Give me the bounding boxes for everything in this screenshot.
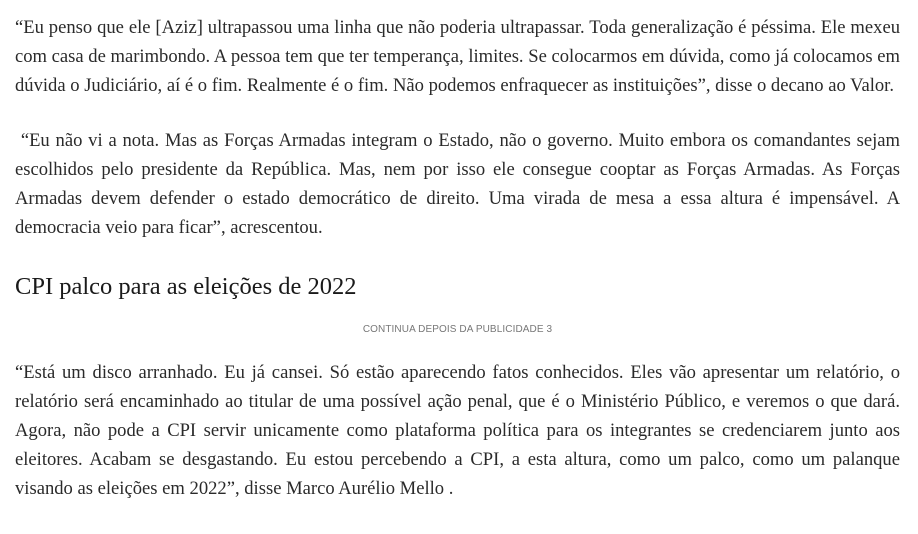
section-heading: CPI palco para as eleições de 2022 — [15, 273, 357, 300]
article-paragraph: “Eu penso que ele [Aziz] ultrapassou uma linha que não poderia ultrapassar. Toda generalização é péssima. Ele mexeu com casa de marimbondo. A pessoa tem que ter temperança, limites. Se colocarmos em dúvida, como já colocamos em dúvida o Judiciário, aí é o fim. Realmente é o fim. Não podemos enfraquecer as instituições”, disse o decano ao Valor. — [15, 17, 901, 96]
article-body — [15, 13, 905, 503]
article-paragraph: “Eu não vi a nota. Mas as Forças Armadas integram o Estado, não o governo. Muito embora os comandantes sejam escolhidos pelo presidente da República. Mas, nem por isso ele consegue cooptar as Forças Armadas. As Forças Armadas devem defender o estado democrático de direito. Uma virada de mesa a essa altura é impensável. A democracia veio para ficar”, acrescentou. — [15, 130, 905, 238]
advertisement-label: CONTINUA DEPOIS DA PUBLICIDADE 3 — [362, 324, 553, 335]
article-paragraph: “Está um disco arranhado. Eu já cansei. Só estão aparecendo fatos conhecidos. Eles vão apresentar um relatório, o relatório será encaminhado ao titular de uma possível ação penal, que é o Ministério Público, e veremos o que dará. Agora, não pode a CPI servir unicamente como plataforma política para os integrantes se credenciarem junto aos eleitores. Acabam se desgastando. Eu estou percebendo a CPI, a esta altura, como um palco, como um palanque visando as eleições em 2022”, disse Marco Aurélio Mello . — [15, 362, 900, 499]
